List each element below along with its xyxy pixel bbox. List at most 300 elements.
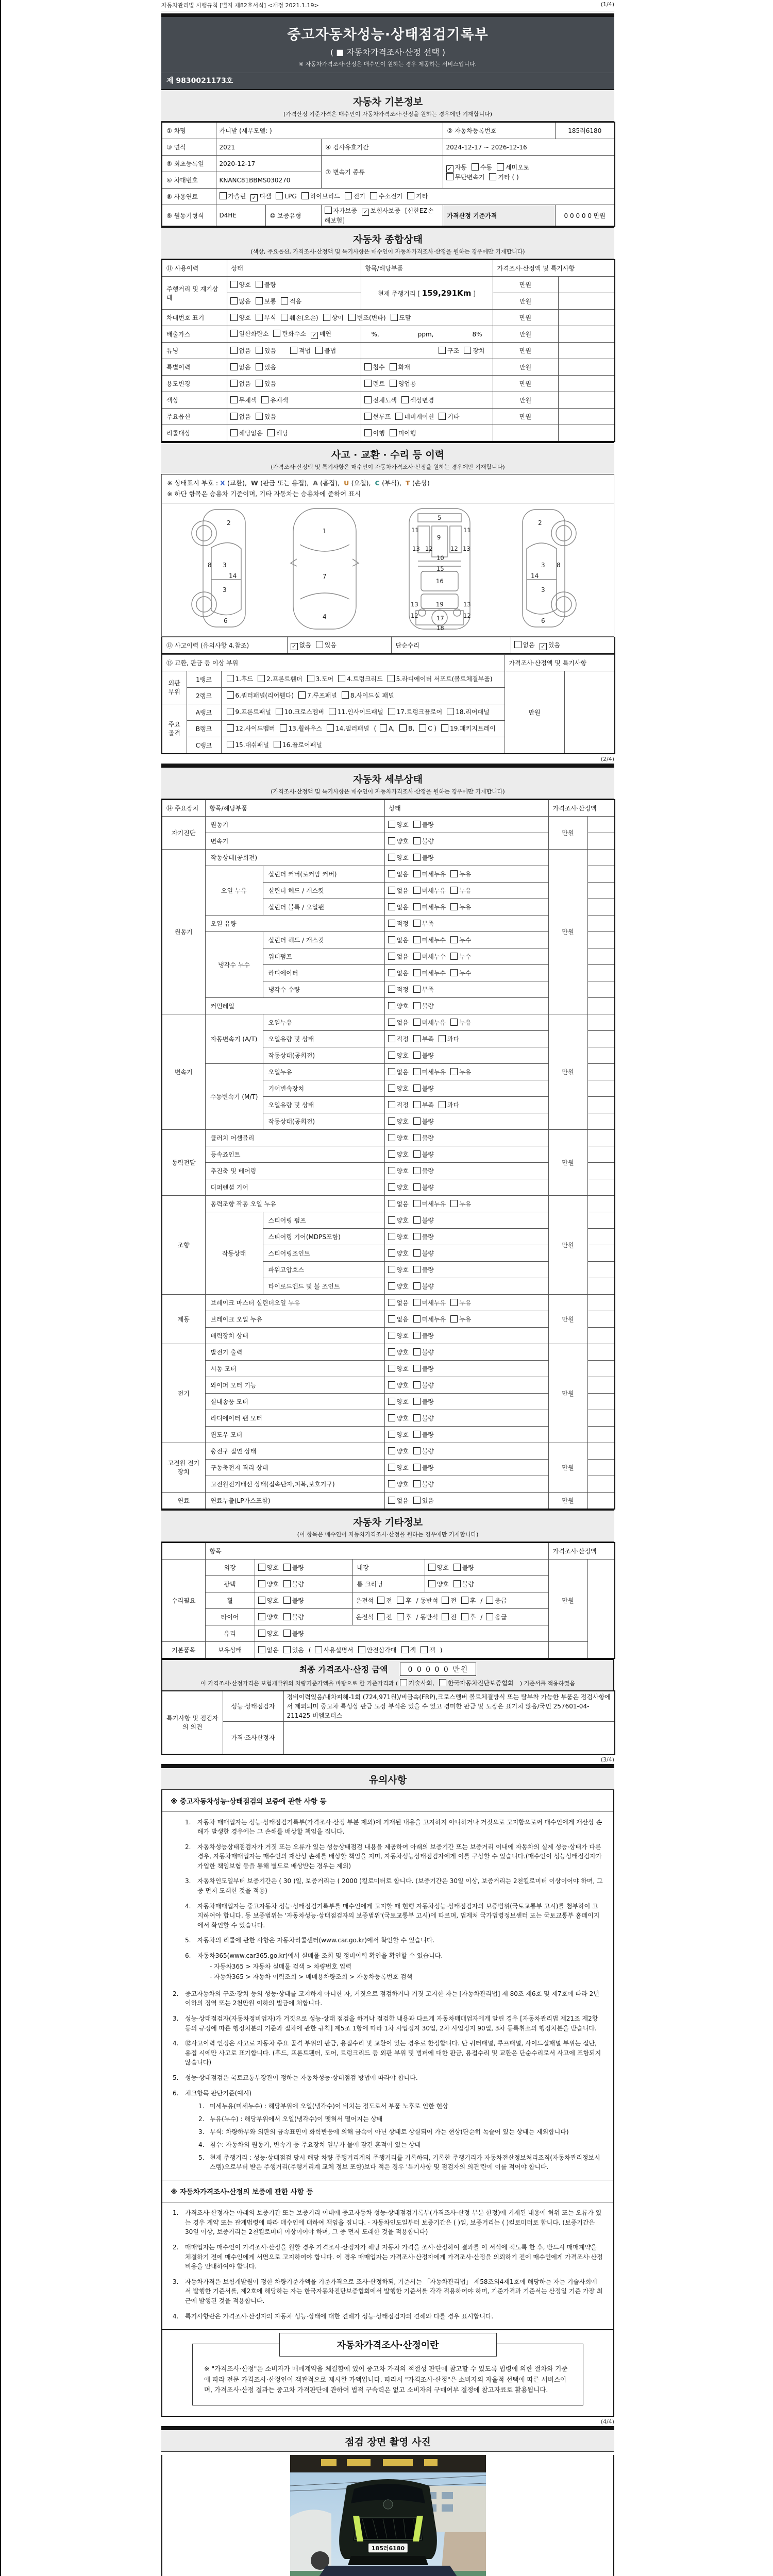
checkbox-option[interactable] [397,1596,412,1605]
checkbox-option[interactable] [413,1348,434,1357]
checkbox[interactable] [388,1216,395,1224]
checkbox-option[interactable] [407,192,428,200]
checkbox-option[interactable] [311,329,331,339]
checkbox-option[interactable] [256,346,276,355]
checkbox[interactable] [388,1035,395,1042]
checkbox-option[interactable] [447,706,489,718]
checkbox[interactable] [388,1480,395,1487]
checkbox[interactable]: ✓ [540,643,547,650]
checkbox-option[interactable] [442,1613,457,1621]
checkbox[interactable] [421,1646,428,1653]
checkbox[interactable] [358,1646,365,1653]
checkbox-option[interactable] [258,1646,279,1654]
checkbox[interactable] [315,1646,322,1653]
checkbox[interactable] [388,1052,395,1059]
checkbox[interactable] [391,314,398,321]
checkbox-option[interactable] [283,1580,304,1588]
checkbox[interactable] [380,724,387,732]
checkbox-option[interactable] [428,1580,449,1588]
checkbox-option[interactable] [450,1018,471,1027]
checkbox-option[interactable] [413,870,446,878]
checkbox[interactable] [413,1167,421,1174]
checkbox[interactable] [364,396,372,403]
checkbox-option[interactable] [413,886,446,895]
checkbox-option[interactable] [413,919,434,928]
checkbox-option[interactable] [220,192,246,200]
checkbox-option[interactable] [413,952,446,961]
checkbox[interactable] [390,429,397,436]
checkbox-option[interactable] [413,837,434,845]
checkbox-option[interactable] [388,1133,409,1142]
checkbox-option[interactable] [281,297,301,306]
checkbox-option[interactable] [413,853,434,862]
checkbox[interactable] [413,837,421,844]
checkbox[interactable] [273,330,280,337]
checkbox-option[interactable] [230,429,263,437]
checkbox[interactable] [413,1365,421,1372]
checkbox[interactable] [256,281,263,288]
checkbox-option[interactable] [413,1381,434,1389]
checkbox-option[interactable] [388,936,409,944]
checkbox-option[interactable] [413,936,446,944]
checkbox-option[interactable] [325,206,357,215]
checkbox-option[interactable] [283,1563,304,1572]
checkbox[interactable] [401,1646,409,1653]
checkbox-option[interactable] [388,1463,409,1472]
checkbox-option[interactable] [348,313,386,322]
checkbox-option[interactable] [413,1331,434,1340]
checkbox-option[interactable] [413,1397,434,1406]
checkbox[interactable] [258,1646,265,1653]
checkbox-option[interactable] [450,1199,471,1208]
checkbox-option[interactable] [290,346,311,355]
checkbox[interactable] [400,1679,407,1686]
checkbox[interactable] [388,1398,395,1405]
checkbox-option[interactable] [388,919,409,928]
checkbox[interactable] [486,1597,493,1604]
checkbox[interactable] [388,1381,395,1388]
checkbox[interactable] [388,1200,395,1207]
checkbox-option[interactable] [450,952,471,961]
checkbox[interactable] [388,1183,395,1191]
checkbox[interactable] [230,363,238,370]
checkbox[interactable] [377,1597,384,1604]
checkbox[interactable] [413,1084,421,1092]
checkbox-option[interactable] [413,1051,434,1060]
checkbox[interactable] [388,837,395,844]
checkbox-option[interactable] [377,1596,392,1605]
checkbox-option[interactable] [329,706,383,718]
checkbox[interactable] [461,1613,468,1620]
checkbox[interactable] [345,192,352,199]
checkbox-option[interactable] [388,952,409,961]
checkbox-option[interactable] [358,1646,397,1654]
checkbox[interactable] [388,953,395,960]
checkbox[interactable] [413,1183,421,1191]
checkbox[interactable] [439,1035,446,1042]
checkbox[interactable] [388,936,395,943]
checkbox[interactable] [450,903,458,910]
checkbox-option[interactable] [388,1199,409,1208]
checkbox-option[interactable] [388,1265,409,1274]
checkbox[interactable] [407,192,414,199]
checkbox[interactable] [281,297,288,304]
checkbox[interactable] [450,887,458,894]
checkbox[interactable] [413,870,421,877]
checkbox[interactable] [413,1134,421,1141]
checkbox-option[interactable] [258,1596,279,1605]
checkbox-option[interactable] [400,1679,434,1687]
checkbox[interactable] [364,363,372,370]
checkbox-option[interactable] [230,396,257,404]
checkbox-option[interactable] [388,673,493,685]
checkbox[interactable] [267,429,275,436]
checkbox-option[interactable] [486,1596,507,1605]
checkbox[interactable] [290,347,297,354]
checkbox-option[interactable] [256,412,276,421]
checkbox-option[interactable] [413,1018,446,1027]
checkbox-option[interactable] [362,206,400,216]
checkbox[interactable] [450,1068,458,1075]
checkbox[interactable] [323,314,330,321]
checkbox-option[interactable] [446,163,467,173]
checkbox[interactable] [388,1019,395,1026]
checkbox-option[interactable] [388,1117,409,1126]
checkbox[interactable] [413,1216,421,1224]
checkbox[interactable] [413,1019,421,1026]
checkbox-option[interactable] [439,1035,459,1043]
checkbox-option[interactable] [413,1364,434,1373]
checkbox-option[interactable] [413,1232,434,1241]
checkbox[interactable] [413,903,421,910]
checkbox-option[interactable] [413,820,434,829]
checkbox[interactable] [230,413,238,420]
checkbox[interactable] [413,1398,421,1405]
checkbox-option[interactable] [230,363,251,371]
checkbox[interactable] [413,1266,421,1273]
checkbox[interactable] [388,1348,395,1355]
checkbox-option[interactable] [388,1364,409,1373]
checkbox[interactable] [413,1464,421,1471]
checkbox[interactable] [388,1447,395,1454]
checkbox-option[interactable] [419,723,436,735]
checkbox-option[interactable] [298,690,337,702]
checkbox-option[interactable] [413,985,434,994]
checkbox-option[interactable] [413,1282,434,1291]
checkbox[interactable] [441,724,448,732]
checkbox-option[interactable] [301,192,340,200]
checkbox-option[interactable] [388,1298,409,1307]
checkbox[interactable] [348,314,356,321]
checkbox[interactable] [413,953,421,960]
checkbox[interactable] [227,675,234,682]
checkbox-option[interactable] [273,329,306,338]
checkbox-option[interactable] [450,1315,471,1324]
checkbox-option[interactable] [413,1298,446,1307]
checkbox[interactable] [388,1414,395,1421]
checkbox-option[interactable] [283,1596,304,1605]
checkbox[interactable] [390,363,397,370]
checkbox[interactable] [413,1101,421,1108]
checkbox[interactable] [227,708,234,715]
checkbox-option[interactable] [388,1348,409,1357]
checkbox[interactable] [450,969,458,976]
checkbox-option[interactable] [230,297,251,306]
checkbox[interactable] [316,641,323,648]
checkbox-option[interactable] [413,1067,446,1076]
checkbox-option[interactable] [307,673,334,685]
checkbox-option[interactable] [388,706,443,718]
checkbox-option[interactable] [446,173,485,181]
checkbox-option[interactable] [388,969,409,977]
checkbox-option[interactable] [391,313,411,322]
checkbox[interactable] [388,1464,395,1471]
checkbox-option[interactable] [388,903,409,911]
checkbox[interactable] [413,887,421,894]
checkbox-option[interactable] [441,723,496,735]
checkbox-option[interactable] [364,396,397,404]
checkbox-option[interactable] [413,1183,434,1192]
checkbox[interactable] [256,380,263,387]
checkbox-option[interactable] [421,1646,435,1654]
checkbox[interactable] [230,330,238,337]
checkbox-option[interactable] [388,1067,409,1076]
checkbox[interactable] [388,1299,395,1306]
checkbox[interactable] [258,1564,265,1571]
checkbox[interactable] [450,936,458,943]
checkbox-option[interactable] [258,1613,279,1621]
checkbox-option[interactable] [388,1496,409,1505]
checkbox-option[interactable] [364,429,385,437]
checkbox-option[interactable] [388,1002,409,1010]
checkbox[interactable] [401,396,409,403]
checkbox-option[interactable] [283,1613,304,1621]
checkbox-option[interactable] [227,723,275,735]
checkbox[interactable] [301,192,309,199]
checkbox-option[interactable] [388,1232,409,1241]
checkbox-option[interactable] [486,1613,507,1621]
checkbox[interactable] [388,1068,395,1075]
checkbox-option[interactable] [461,1613,476,1621]
checkbox-option[interactable] [413,1035,434,1043]
checkbox[interactable] [390,380,397,387]
checkbox-option[interactable] [390,429,416,437]
checkbox-option[interactable] [388,1331,409,1340]
checkbox[interactable] [439,347,446,354]
checkbox[interactable] [377,1613,384,1620]
checkbox[interactable]: ✓ [250,194,258,201]
checkbox-option[interactable] [230,379,251,388]
checkbox-option[interactable] [388,1150,409,1159]
checkbox[interactable] [413,1068,421,1075]
checkbox[interactable] [258,1597,265,1604]
checkbox[interactable] [327,724,334,732]
checkbox[interactable] [388,1282,395,1290]
checkbox-option[interactable] [401,396,434,404]
checkbox[interactable] [227,724,234,732]
checkbox[interactable] [230,380,238,387]
checkbox-option[interactable] [267,429,288,437]
checkbox[interactable] [388,1497,395,1504]
checkbox[interactable] [274,741,281,748]
checkbox[interactable] [413,1249,421,1257]
checkbox-option[interactable] [227,739,269,751]
checkbox-option[interactable] [450,936,471,944]
checkbox-option[interactable] [377,1613,392,1621]
checkbox-option[interactable] [390,379,416,388]
checkbox[interactable] [258,1613,265,1620]
checkbox-option[interactable] [364,363,385,371]
checkbox[interactable] [364,380,372,387]
checkbox-option[interactable] [370,192,402,200]
checkbox-option[interactable] [315,346,336,355]
checkbox[interactable] [388,1249,395,1257]
checkbox[interactable] [388,1431,395,1438]
checkbox-option[interactable] [413,1002,434,1010]
checkbox-option[interactable] [388,1447,409,1455]
checkbox[interactable] [439,1101,446,1108]
checkbox[interactable] [342,691,349,699]
checkbox[interactable] [442,1597,449,1604]
checkbox[interactable] [256,363,263,370]
checkbox-option[interactable] [450,1067,471,1076]
checkbox-option[interactable] [316,640,337,649]
checkbox[interactable] [388,1150,395,1158]
checkbox-option[interactable] [388,1084,409,1093]
checkbox[interactable] [450,870,458,877]
checkbox[interactable] [325,207,332,214]
checkbox-option[interactable] [364,412,391,421]
checkbox-option[interactable] [281,313,318,322]
checkbox[interactable] [442,1613,449,1620]
checkbox[interactable] [388,1084,395,1092]
checkbox-option[interactable] [256,280,276,289]
checkbox[interactable] [364,413,372,420]
checkbox-option[interactable] [472,163,492,172]
checkbox[interactable] [227,741,234,748]
checkbox[interactable] [230,297,238,304]
checkbox-option[interactable] [345,192,365,200]
checkbox[interactable] [230,314,238,321]
checkbox[interactable] [283,1597,291,1604]
checkbox-option[interactable] [388,1414,409,1422]
checkbox-option[interactable] [464,346,484,355]
checkbox-option[interactable] [413,1100,434,1109]
checkbox[interactable] [413,1414,421,1421]
checkbox-option[interactable] [413,1133,434,1142]
checkbox[interactable] [413,920,421,927]
checkbox[interactable] [230,429,238,436]
checkbox[interactable] [370,192,377,199]
checkbox[interactable] [256,297,263,304]
checkbox[interactable] [413,1233,421,1240]
checkbox-option[interactable] [327,723,369,735]
checkbox[interactable] [413,1315,421,1323]
checkbox[interactable] [256,347,263,354]
checkbox[interactable] [388,1266,395,1273]
checkbox-option[interactable] [497,163,529,172]
checkbox[interactable] [439,413,446,420]
checkbox-option[interactable] [413,1216,434,1225]
checkbox[interactable] [227,691,234,699]
checkbox-option[interactable] [315,1646,354,1654]
checkbox[interactable] [413,1150,421,1158]
checkbox-option[interactable] [388,1430,409,1439]
checkbox-option[interactable] [283,1646,304,1654]
checkbox-option[interactable] [413,1150,434,1159]
checkbox-option[interactable] [413,1430,434,1439]
checkbox-option[interactable] [388,1018,409,1027]
checkbox[interactable] [413,1052,421,1059]
checkbox-option[interactable] [442,1596,457,1605]
checkbox[interactable] [388,675,395,682]
checkbox-option[interactable] [413,1496,434,1505]
checkbox-option[interactable] [258,1629,279,1638]
checkbox[interactable] [453,1580,461,1587]
checkbox-option[interactable] [388,1480,409,1488]
checkbox[interactable] [388,1002,395,1009]
checkbox[interactable] [388,1233,395,1240]
checkbox[interactable] [388,1101,395,1108]
checkbox-option[interactable] [413,969,446,977]
checkbox[interactable] [446,173,453,180]
checkbox[interactable] [315,347,323,354]
checkbox[interactable] [256,314,263,321]
checkbox-option[interactable] [395,412,434,421]
checkbox[interactable] [276,708,283,715]
checkbox[interactable] [453,1564,461,1571]
checkbox[interactable] [413,1117,421,1125]
checkbox-option[interactable] [388,1035,409,1043]
checkbox-option[interactable] [283,1629,304,1638]
checkbox-option[interactable] [413,1480,434,1488]
checkbox[interactable] [450,1299,458,1306]
checkbox[interactable] [230,281,238,288]
checkbox-option[interactable] [388,1249,409,1258]
checkbox[interactable] [413,854,421,861]
checkbox[interactable] [258,1580,265,1587]
checkbox[interactable] [439,1679,446,1686]
checkbox[interactable] [283,1630,291,1637]
checkbox-option[interactable] [388,1397,409,1406]
checkbox[interactable] [283,1580,291,1587]
checkbox[interactable] [388,870,395,877]
checkbox[interactable] [307,675,314,682]
checkbox[interactable] [413,969,421,976]
checkbox[interactable] [388,1117,395,1125]
checkbox[interactable] [413,1447,421,1454]
checkbox-option[interactable] [450,903,471,911]
checkbox-option[interactable] [388,1381,409,1389]
checkbox-option[interactable] [388,1166,409,1175]
checkbox[interactable] [450,1019,458,1026]
checkbox[interactable] [413,1282,421,1290]
checkbox-option[interactable] [276,192,296,200]
checkbox-option[interactable] [401,1646,416,1654]
checkbox-option[interactable] [450,870,471,878]
checkbox-option[interactable] [256,313,276,322]
checkbox-option[interactable] [338,673,382,685]
checkbox[interactable] [388,903,395,910]
checkbox[interactable] [364,429,372,436]
checkbox[interactable] [298,691,306,699]
checkbox-option[interactable] [514,640,535,649]
checkbox[interactable] [399,724,407,732]
checkbox[interactable] [261,396,268,403]
checkbox[interactable] [388,920,395,927]
checkbox[interactable] [230,347,238,354]
checkbox[interactable] [388,1332,395,1339]
